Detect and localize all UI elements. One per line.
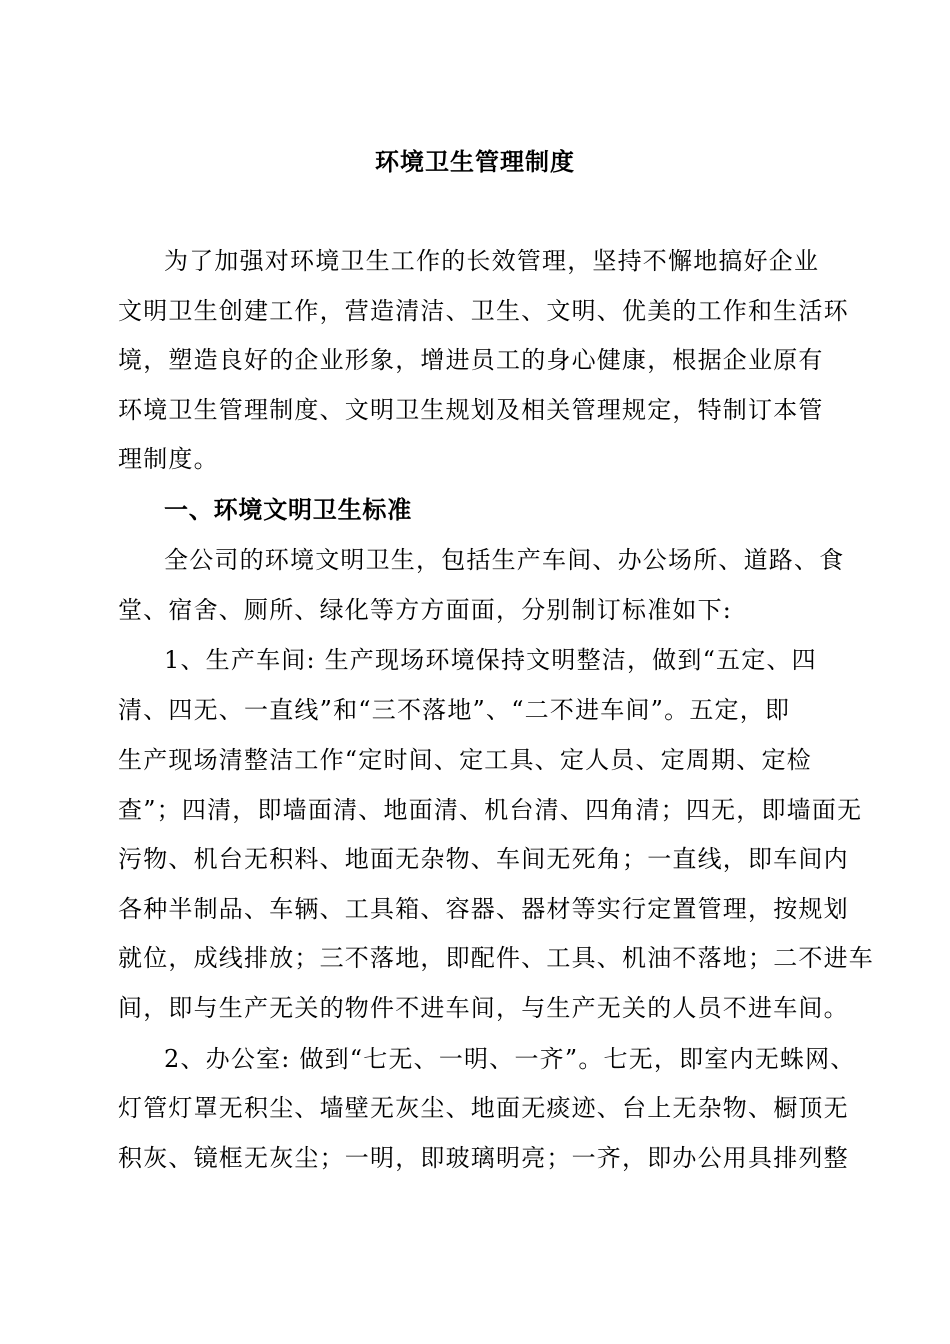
paragraph-line: 2、办公室: 做到“七无、一明、一齐”。七无，即室内无蛛网、 [164, 1045, 856, 1073]
paragraph-line: 清、四无、一直线”和“三不落地”、“二不进车间”。五定，即 [118, 696, 791, 724]
paragraph-line: 环境卫生管理制度、文明卫生规划及相关管理规定，特制订本管 [118, 396, 824, 424]
paragraph-line: 生产现场清整洁工作“定时间、定工具、定人员、定周期、定检 [118, 746, 812, 774]
section-heading: 一、环境文明卫生标准 [164, 496, 412, 524]
document-title: 环境卫生管理制度 [375, 148, 575, 176]
paragraph-line: 间，即与生产无关的物件不进车间，与生产无关的人员不进车间。 [118, 994, 849, 1022]
paragraph-line: 文明卫生创建工作，营造清洁、卫生、文明、优美的工作和生活环 [118, 297, 849, 325]
paragraph-line: 就位，成线排放；三不落地，即配件、工具、机油不落地；二不进车 [118, 944, 874, 972]
paragraph-line: 灯管灯罩无积尘、墙壁无灰尘、地面无痰迹、台上无杂物、橱顶无 [118, 1094, 849, 1122]
paragraph-line: 境，塑造良好的企业形象，增进员工的身心健康，根据企业原有 [118, 346, 824, 374]
paragraph-line: 查”；四清，即墙面清、地面清、机台清、四角清；四无，即墙面无 [118, 796, 863, 824]
paragraph-line: 污物、机台无积料、地面无杂物、车间无死角；一直线，即车间内 [118, 845, 849, 873]
paragraph-line: 堂、宿舍、厕所、绿化等方方面面，分别制订标准如下: [118, 596, 733, 624]
paragraph-line: 1、生产车间: 生产现场环境保持文明整洁，做到“五定、四 [164, 646, 817, 674]
paragraph-line: 各种半制品、车辆、工具箱、容器、器材等实行定置管理，按规划 [118, 895, 849, 923]
paragraph-line: 积灰、镜框无灰尘；一明，即玻璃明亮；一齐，即办公用具排列整 [118, 1144, 849, 1172]
paragraph-line: 全公司的环境文明卫生，包括生产车间、办公场所、道路、食 [164, 546, 845, 574]
paragraph-line: 理制度。 [118, 445, 219, 473]
paragraph-line: 为了加强对环境卫生工作的长效管理，坚持不懈地搞好企业 [164, 247, 820, 275]
